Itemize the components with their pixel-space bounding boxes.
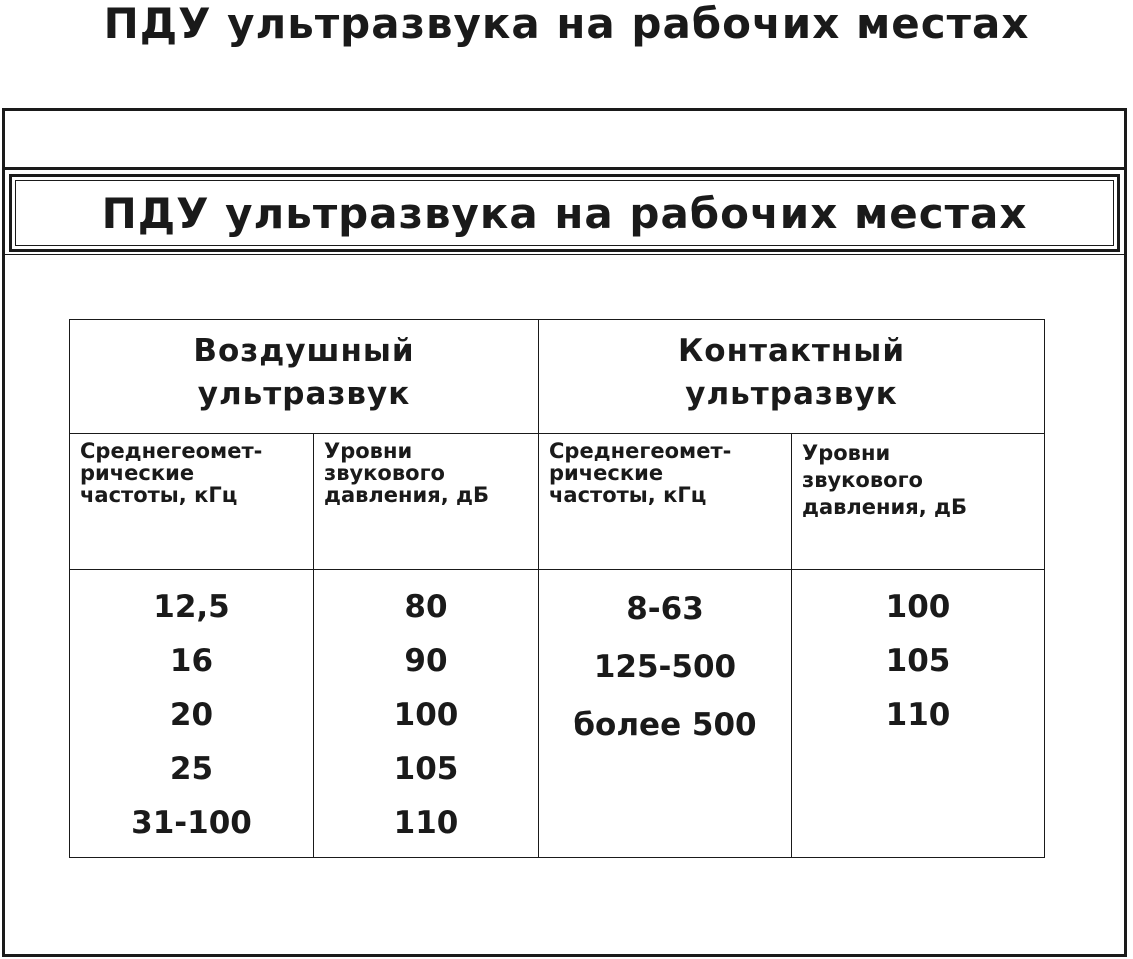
- air-frequency-value: 16: [169, 643, 214, 679]
- air-level-value: 100: [393, 697, 459, 733]
- subheader-row: [70, 434, 1045, 570]
- air-level-value: 105: [393, 751, 459, 787]
- group-header-contact-label: Контактный ультразвук: [677, 333, 906, 412]
- page-title: ПДУ ультразвука на рабочих местах: [103, 0, 1030, 48]
- air-level-value: 90: [404, 643, 448, 679]
- group-header-contact: [539, 320, 1045, 434]
- subheader-air-level: [314, 434, 539, 570]
- values-row: [70, 570, 1045, 858]
- group-header-air: [70, 320, 539, 434]
- air-frequency-value: 25: [169, 751, 214, 787]
- subheader-air-frequency-label: Среднегеомет- рические частоты, кГц: [80, 439, 263, 507]
- contact-frequency-value: более 500: [573, 707, 757, 743]
- subheader-contact-level: [792, 434, 1045, 570]
- air-level-value: 110: [393, 805, 459, 841]
- banner-underline: [5, 254, 1124, 255]
- norms-table: [69, 319, 1045, 858]
- air-level-values: [314, 570, 539, 858]
- group-header-row: [70, 320, 1045, 434]
- subheader-contact-level-label: Уровни звукового давления, дБ: [802, 441, 968, 519]
- air-frequency-value: 20: [169, 697, 214, 733]
- air-frequency-value: 12,5: [153, 589, 230, 625]
- subheader-air-level-label: Уровни звукового давления, дБ: [324, 439, 490, 507]
- subheader-contact-frequency: [539, 434, 792, 570]
- banner-box: [9, 174, 1120, 252]
- contact-level-values: [792, 570, 1045, 858]
- frame-divider: [5, 167, 1124, 170]
- contact-level-value: 105: [885, 643, 951, 679]
- contact-level-value: 100: [885, 589, 951, 625]
- air-level-value: 80: [404, 589, 448, 625]
- air-frequency-values: [70, 570, 314, 858]
- air-frequency-value: 31-100: [131, 805, 252, 841]
- banner-title: ПДУ ультразвука на рабочих местах: [101, 188, 1028, 238]
- contact-level-value: 110: [885, 697, 951, 733]
- contact-frequency-values: [539, 570, 792, 858]
- contact-frequency-value: 125-500: [593, 649, 737, 685]
- subheader-contact-frequency-label: Среднегеомет- рические частоты, кГц: [549, 439, 732, 507]
- contact-frequency-value: 8-63: [626, 591, 704, 627]
- subheader-air-frequency: [70, 434, 314, 570]
- group-header-air-label: Воздушный ультразвук: [193, 333, 415, 412]
